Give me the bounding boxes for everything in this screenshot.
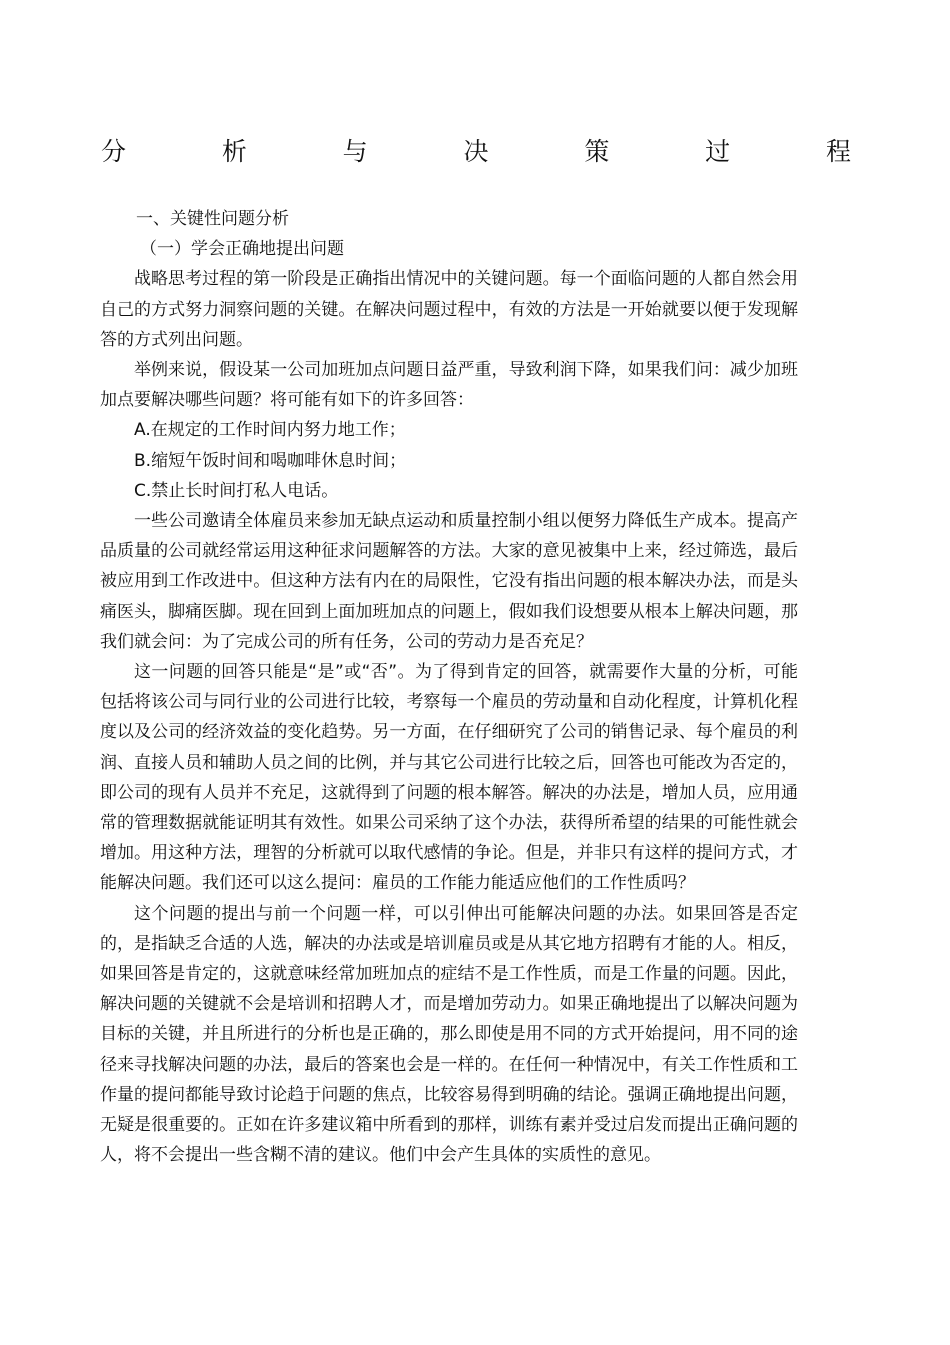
list-item: A.在规定的工作时间内努力地工作； [134, 420, 406, 441]
paragraph: 战略思考过程的第一阶段是正确指出情况中的关键问题。每一个面临问题的人都自然会用自己的方式努力洞察问题的关键。在解决问题过程中，有效的方法是一开始就要以便于发现解答的方式列出问题。 [100, 269, 798, 350]
title-char: 过 [705, 137, 731, 166]
list-item: B.缩短午饭时间和喝咖啡休息时间； [134, 450, 407, 471]
title-char: 策 [584, 137, 610, 166]
title-char: 析 [221, 137, 247, 166]
paragraph: 一些公司邀请全体雇员来参加无缺点运动和质量控制小组以便努力降低生产成本。提高产品质量的公司就经常运用这种征求问题解答的方法。大家的意见被集中上来，经过筛选，最后被应用到工作改进中。但这种方法有内在的局限性，它没有指出问题的根本解决办法，而是头痛医头，脚痛医脚。现在回到上面加班加点的问题上，假如我们设想要从根本上解决问题，那我们就会问：为了完成公司的所有任务，公司的劳动力是否充足？ [100, 511, 798, 652]
paragraph: 这一问题的回答只能是“是”或“否”。为了得到肯定的回答，就需要作大量的分析，可能包括将该公司与同行业的公司进行比较，考察每一个雇员的劳动量和自动化程度，计算机化程度以及公司的经济效益的变化趋势。另一方面，在仔细研究了公司的销售记录、每个雇员的利润、直接人员和辅助人员之间的比例，并与其它公司进行比较之后，回答也可能改为否定的，即公司的现有人员并不充足，这就得到了问题的根本解答。解决的办法是，增加人员，应用通常的管理数据就能证明其有效性。如果公司采纳了这个办法，获得所希望的结果的可能性就会增加。用这种方法，理智的分析就可以取代感情的争论。但是，并非只有这样的提问方式，才能解决问题。我们还可以这么提问：雇员的工作能力能适应他们的工作性质吗？ [100, 662, 798, 894]
title-char: 分 [101, 137, 127, 166]
section-heading: 一、关键性问题分析 [136, 209, 289, 229]
document-body [100, 204, 798, 1171]
title-char: 与 [342, 137, 368, 166]
paragraph: 举例来说，假设某一公司加班加点问题日益严重，导致利润下降，如果我们问：减少加班加点要解决哪些问题？将可能有如下的许多回答： [100, 360, 798, 411]
list-item: C.禁止长时间打私人电话。 [134, 480, 339, 501]
title-char: 程 [825, 137, 851, 166]
subsection-heading: （一）学会正确地提出问题 [140, 239, 344, 260]
title-char: 决 [463, 137, 489, 166]
document-title [101, 134, 851, 170]
paragraph: 这个问题的提出与前一个问题一样，可以引伸出可能解决问题的办法。如果回答是否定的，是指缺乏合适的人选，解决的办法或是培训雇员或是从其它地方招聘有才能的人。相反，如果回答是肯定的，这就意味经常加班加点的症结不是工作性质，而是工作量的问题。因此，解决问题的关键就不会是培训和招聘人才，而是增加劳动力。如果正确地提出了以解决问题为目标的关键，并且所进行的分析也是正确的，那么即使是用不同的方式开始提问，用不同的途径来寻找解决问题的办法，最后的答案也会是一样的。在任何一种情况中，有关工作性质和工作量的提问都能导致讨论趋于问题的焦点，比较容易得到明确的结论。强调正确地提出问题，无疑是很重要的。正如在许多建议箱中所看到的那样，训练有素并受过启发而提出正确问题的人，将不会提出一些含糊不清的建议。他们中会产生具体的实质性的意见。 [100, 903, 798, 1166]
